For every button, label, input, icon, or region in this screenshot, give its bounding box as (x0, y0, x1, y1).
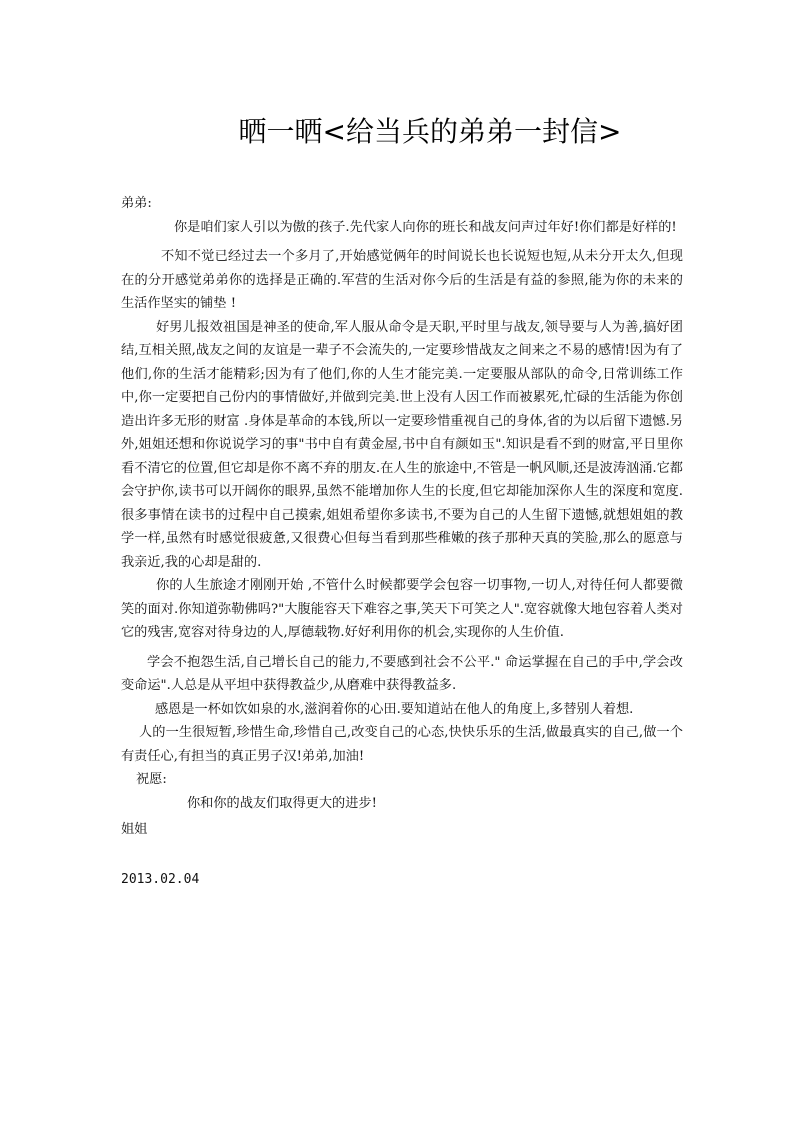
closing-intro: 祝愿: (136, 772, 167, 787)
letter-date: 2013.02.04 (121, 872, 200, 887)
paragraph-4: 你的人生旅途才刚刚开始 ,不管什么时候都要学会包容一切事物,一切人,对待任何人都要微笑的面对.你知道弥勒佛吗?"大腹能容天下难容之事,笑天下可笑之人".宽容就像大地包容着人类对它的残害,宽容对待身边的人,厚德载物.好好利用你的机会,实现你的人生价值. (121, 578, 683, 640)
salutation: 弟弟: (121, 196, 152, 211)
paragraph-7: 人的一生很短暂,珍惜生命,珍惜自己,改变自己的心态,快快乐乐的生活,做最真实的自己,做一个有责任心,有担当的真正男子汉!弟弟,加油! (121, 725, 683, 764)
paragraph-5: 学会不抱怨生活,自己增长自己的能力,不要感到社会不公平." 命运掌握在自己的手中,学会改变命运".人总是从平坦中获得教益少,从磨难中获得教益多. (121, 654, 683, 693)
paragraph-1: 你是咱们家人引以为傲的孩子.先代家人向你的班长和战友问声过年好!你们都是好样的! (174, 219, 677, 235)
signature: 姐姐 (121, 822, 148, 837)
letter-body (121, 192, 683, 815)
closing-wish: 你和你的战友们取得更大的进步! (187, 795, 377, 811)
paragraph-2: 不知不觉已经过去一个多月了,开始感觉俩年的时间说长也长说短也短,从未分开太久,但现在的分开感觉弟弟你的选择是正确的.军营的生活对你今后的生活是有益的参照,能为你的未来的生活作坚实的铺垫 ! (121, 249, 683, 311)
paragraph-6: 感恩是一杯如饮如泉的水,滋润着你的心田.要知道站在他人的角度上,多替别人着想. (155, 701, 634, 717)
paragraph-3: 好男儿报效祖国是神圣的使命,军人服从命令是天职,平时里与战友,领导要与人为善,搞好团结,互相关照,战友之间的友谊是一辈子不会流失的,一定要珍惜战友之间来之不易的感情!因为有了他们,你的生活才能精彩;因为有了他们,你的人生才能完美.一定要服从部队的命令,日常训练工作中,你一定要把自己份内的事情做好,并做到完美.世上没有人因工作而被累死,忙碌的生活能为你创造出许多无形的财富 .身体是革命的本钱,所以一定要珍惜重视自己的身体,省的为以后留下遗憾.另外,姐姐还想和你说说学习的事"书中自有黄金屋,书中自有颜如玉".知识是看不到的财富,平日里你看不清它的位置,但它却是你不离不弃的朋友.在人生的旅途中,不管是一帆风顺,还是波涛汹涌.它都会守护你,读书可以开阔你的眼界,虽然不能增加你人生的长度,但它却能加深你人生的深度和宽度.很多事情在读书的过程中自己摸索,姐姐希望你多读书,不要为自己的人生留下遗憾,就想姐姐的教学一样,虽然有时感觉很疲惫,又很费心但每当看到那些稚嫩的孩子那种天真的笑脸,那么的愿意与我亲近,我的心却是甜的. (121, 319, 683, 570)
document-title: 晒一晒<给当兵的弟弟一封信> (238, 115, 622, 148)
